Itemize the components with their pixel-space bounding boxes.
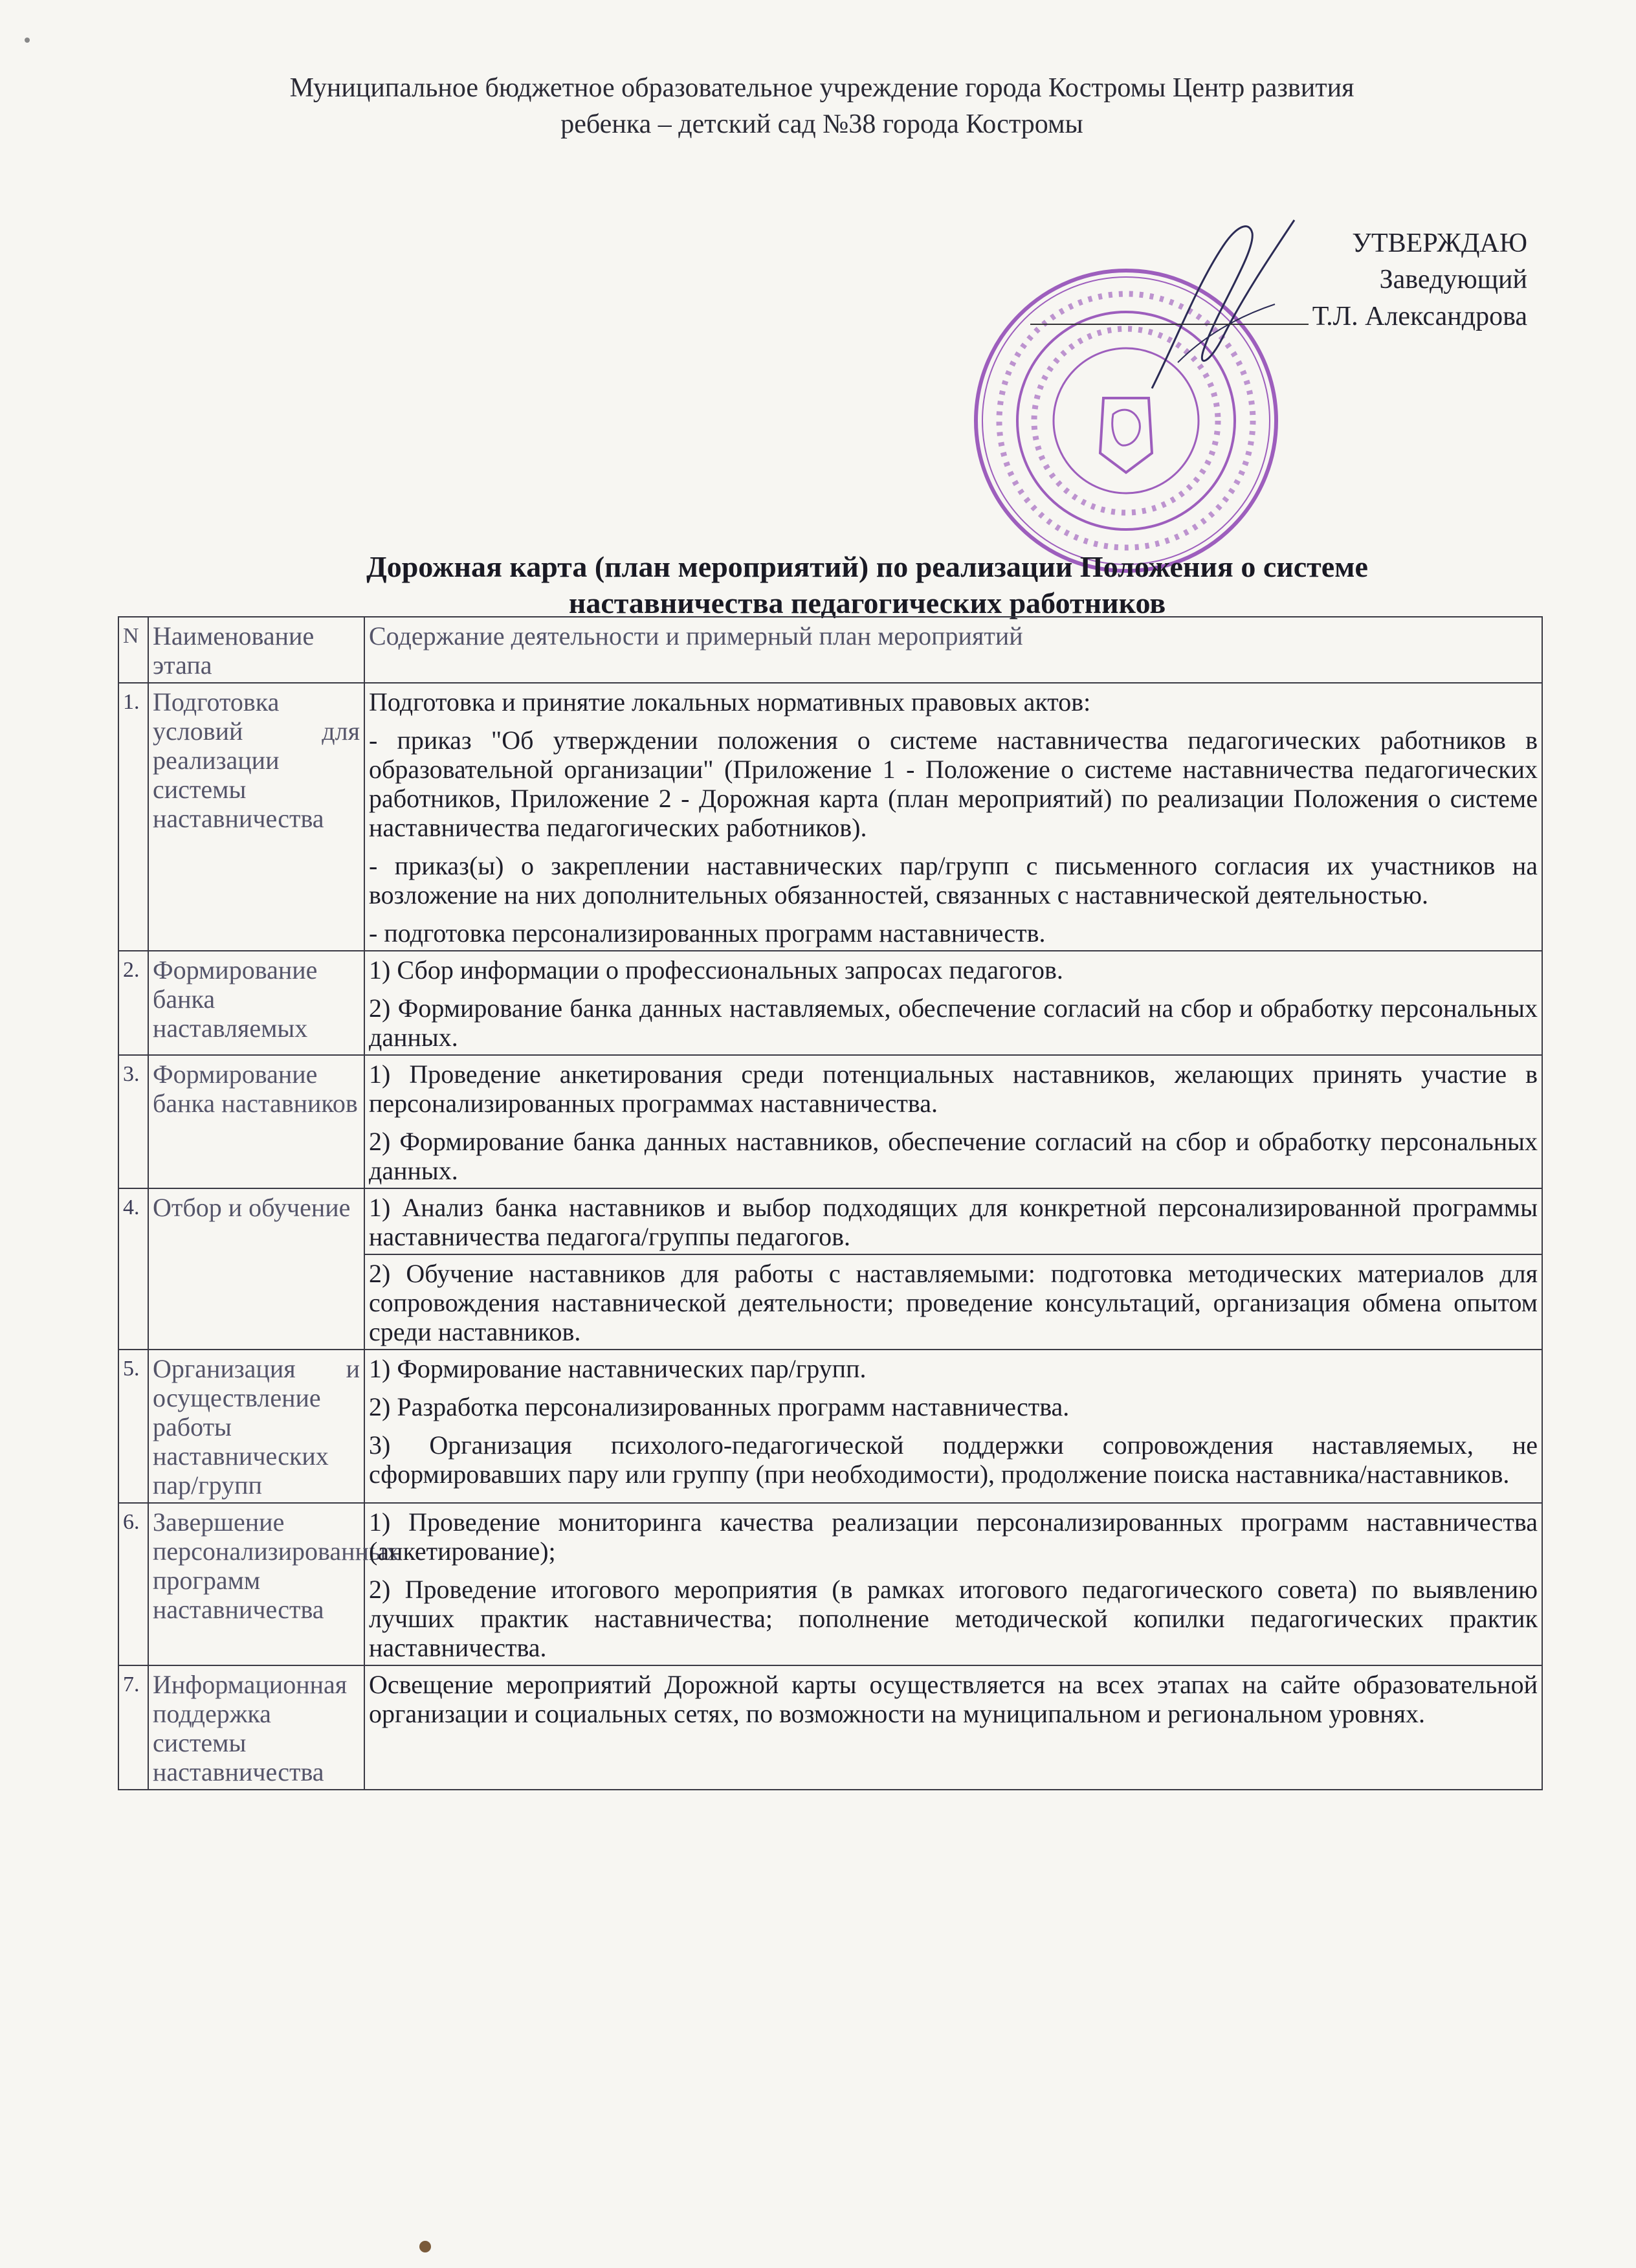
stage-content [364, 683, 1542, 951]
organization-line-2: ребенка – детский сад №38 города Костромы [560, 109, 1083, 139]
content-paragraph: 1) Формирование наставнических пар/групп. [369, 1354, 867, 1383]
table-header-row [118, 617, 1542, 683]
content-paragraph: 2) Обучение наставников для работы с наставляемыми: подготовка методических материалов для сопровождения наставнической деятельности; проведение консультаций, организация обмена опытом среди наставников. [369, 1259, 1538, 1346]
stage-name: Завершение персонализированных программ наставничества [148, 1503, 364, 1665]
table-row [118, 683, 1542, 951]
row-number: 3. [118, 1055, 148, 1188]
approval-block [1030, 225, 1527, 335]
row-number: 2. [118, 951, 148, 1055]
stage-name: Формирование банка наставляемых [148, 951, 364, 1055]
paper-speck [419, 2241, 431, 2252]
row-number: 6. [118, 1503, 148, 1665]
stage-content [364, 951, 1542, 1055]
row-number: 5. [118, 1350, 148, 1503]
stage-content [364, 1503, 1542, 1665]
content-paragraph: - приказ(ы) о закреплении наставнических пар/групп с письменного согласия их участников на возложение на них дополнительных обязанностей, связанных с наставнической деятельностью. [369, 851, 1538, 909]
stage-content [364, 1188, 1542, 1254]
content-paragraph: 2) Разработка персонализированных программ наставничества. [369, 1392, 1070, 1421]
stage-content [364, 1350, 1542, 1503]
paper-speck [25, 38, 30, 43]
approver-position: Заведующий [1379, 265, 1527, 295]
table-row [118, 1188, 1542, 1254]
stage-content [364, 1055, 1542, 1188]
document-title-line-1: Дорожная карта (план мероприятий) по реализации Положения о системе [366, 550, 1368, 583]
stage-name: Подготовка условий для реализации системы наставничества [148, 683, 364, 951]
content-paragraph: Подготовка и принятие локальных нормативных правовых актов: [369, 687, 1091, 717]
organization-line-1: Муниципальное бюджетное образовательное учреждение города Костромы Центр развития [289, 73, 1354, 103]
stage-content [364, 1254, 1542, 1350]
table-row [118, 1350, 1542, 1503]
content-paragraph: - приказ "Об утверждении положения о системе наставничества педагогических работников в образовательной организации" (Приложение 1 - Положение о системе наставничества педагогических работников, Приложение 2 - Дорожная карта (план мероприятий) по реализации Положения о системе наставничества педагогических работников). [369, 726, 1538, 842]
content-paragraph: 2) Формирование банка данных наставников, обеспечение согласий на сбор и обработку персональных данных. [369, 1127, 1538, 1185]
row-number: 4. [118, 1188, 148, 1350]
stage-name: Формирование банка наставников [148, 1055, 364, 1188]
table-row [118, 1055, 1542, 1188]
document-title [259, 549, 1476, 621]
row-number: 7. [118, 1665, 148, 1790]
content-paragraph: 1) Проведение мониторинга качества реализации персонализированных программ наставничества (анкетирование); [369, 1507, 1538, 1566]
content-paragraph: Освещение мероприятий Дорожной карты осуществляется на всех этапах на сайте образовательной организации и социальных сетях, по возможности на муниципальном и региональном уровнях. [369, 1670, 1538, 1728]
content-paragraph: 2) Формирование банка данных наставляемых, обеспечение согласий на сбор и обработку персональных данных. [369, 994, 1538, 1052]
content-paragraph: - подготовка персонализированных программ наставничеств. [369, 918, 1046, 948]
stage-name: Отбор и обучение [148, 1188, 364, 1350]
content-paragraph: 1) Сбор информации о профессиональных запросах педагогов. [369, 955, 1063, 984]
content-paragraph: 1) Анализ банка наставников и выбор подходящих для конкретной персонализированной программы наставничества педагога/группы педагогов. [369, 1193, 1538, 1251]
roadmap-table [118, 616, 1543, 1790]
organization-header [129, 70, 1514, 142]
document-title-line-2: наставничества педагогических работников [568, 586, 1166, 619]
approver-name-line [1030, 298, 1527, 335]
table-row [118, 1665, 1542, 1790]
signature-line [1030, 298, 1309, 325]
stage-name: Организация и осуществление работы наставнических пар/групп [148, 1350, 364, 1503]
table-row [118, 1503, 1542, 1665]
header-content: Содержание деятельности и примерный план мероприятий [364, 617, 1542, 683]
header-num: N [118, 617, 148, 683]
content-paragraph: 1) Проведение анкетирования среди потенциальных наставников, желающих принять участие в персонализированных программах наставничества. [369, 1060, 1538, 1118]
content-paragraph: 3) Организация психолого-педагогической поддержки сопровождения наставляемых, не сформировавших пару или группу (при необходимости), продолжение поиска наставника/наставников. [369, 1430, 1538, 1489]
approve-word: УТВЕРЖДАЮ [1352, 228, 1527, 258]
approver-name: Т.Л. Александрова [1312, 302, 1527, 331]
row-number: 1. [118, 683, 148, 951]
stage-content [364, 1665, 1542, 1790]
stage-name: Информационная поддержка системы наставничества [148, 1665, 364, 1790]
table-row [118, 951, 1542, 1055]
content-paragraph: 2) Проведение итогового мероприятия (в рамках итогового педагогического совета) по выявлению лучших практик наставничества; пополнение методической копилки педагогических практик наставничества. [369, 1575, 1538, 1662]
header-stage: Наименование этапа [148, 617, 364, 683]
